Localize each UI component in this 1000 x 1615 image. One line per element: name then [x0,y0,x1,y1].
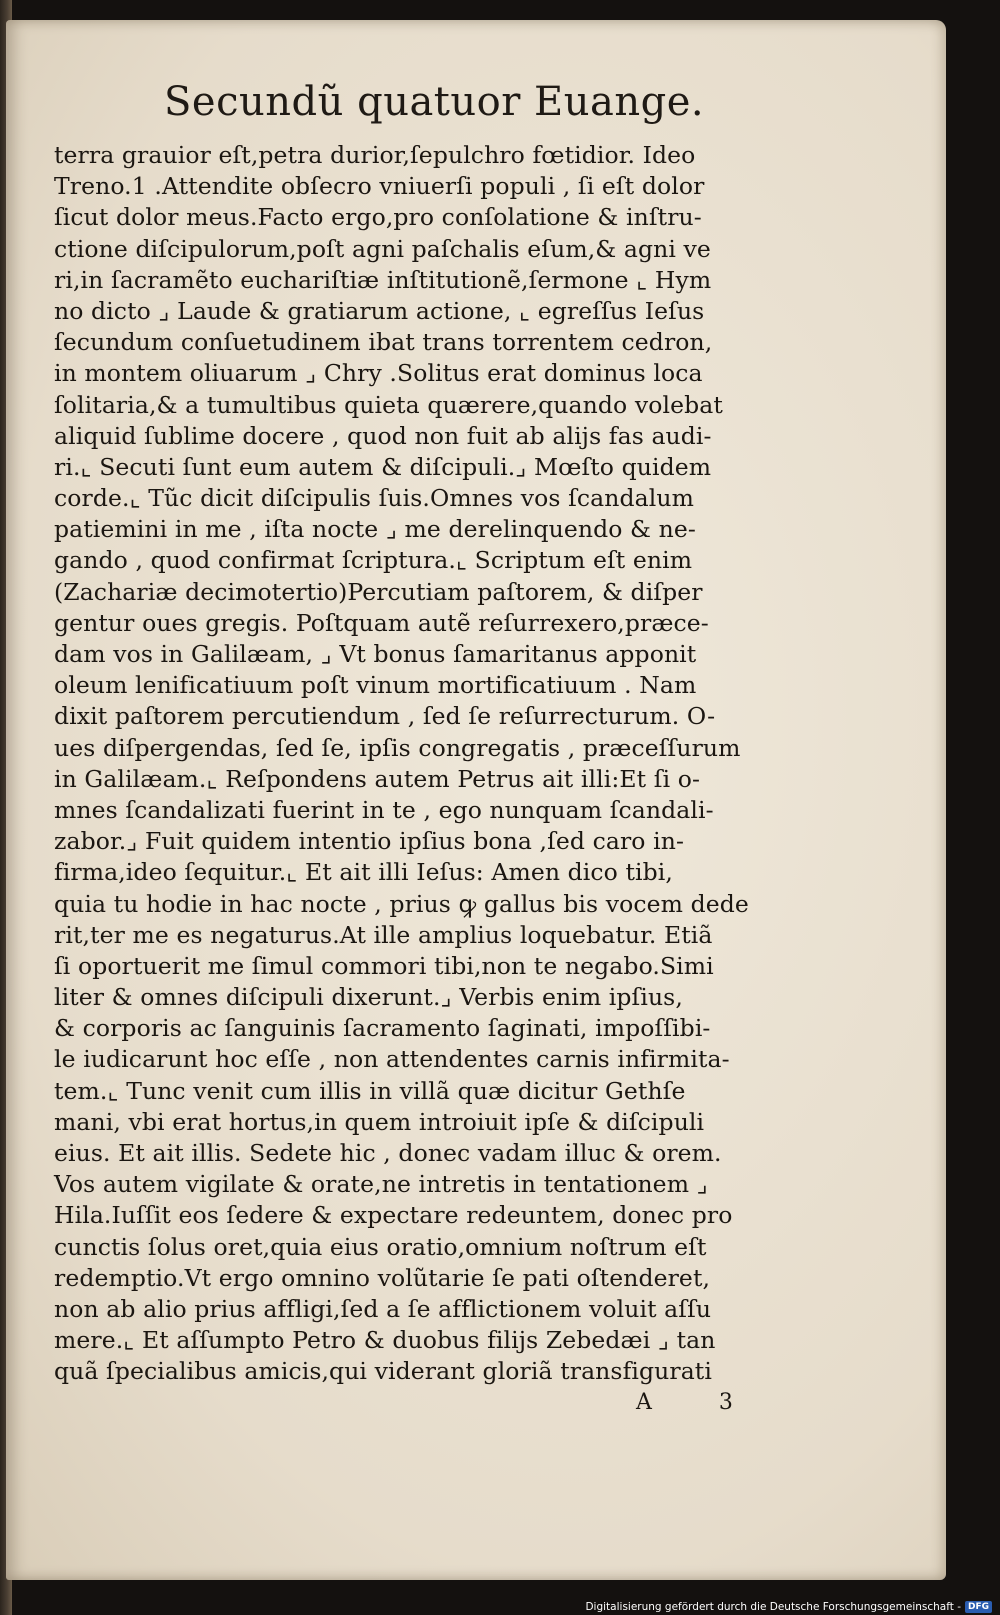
text-line: gando , quod confirmat ſcriptura.⌞ Scriptum eſt enim [54,546,693,575]
text-line: ſolitaria,& a tumultibus quieta quærere,quando volebat [54,390,723,419]
text-line: mnes ſcandalizati fuerint in te , ego nunquam ſcandali- [54,795,714,824]
signature-mark: A 3 [636,1390,763,1415]
text-line: no dicto ⌟ Laude & gratiarum actione, ⌞ egreſſus Ieſus [54,296,705,325]
text-line: ri.⌞ Secuti ſunt eum autem & diſcipuli.⌟ Mœſto quidem [54,452,712,481]
text-line: ctione diſcipulorum,poſt agni paſchalis eſum,& agni ve [54,234,711,263]
text-line: ſicut dolor meus.Facto ergo,pro conſolatione & inſtru- [54,203,702,232]
text-line: non ab alio prius affligi,ſed a ſe afflictionem voluit aſſu [54,1294,712,1323]
text-line: & corporis ac ſanguinis ſacramento ſaginati, impoſſibi- [54,1014,711,1043]
text-line: dam vos in Galilæam, ⌟ Vt bonus ſamaritanus apponit [54,640,697,668]
text-line: quã ſpecialibus amicis,qui viderant gloriã transfigurati [54,1357,712,1386]
text-line: firma,ideo ſequitur.⌞ Et ait illi Ieſus: Amen dico tibi, [54,858,673,887]
text-line: cunctis ſolus oret,quia eius oratio,omnium noſtrum eſt [54,1232,707,1261]
text-line: le iudicarunt hoc eſſe , non attendentes carnis infirmita- [54,1045,730,1074]
text-line: ſecundum conſuetudinem ibat trans torrentem cedron, [54,328,713,357]
text-line: oleum lenificatiuum poſt vinum mortificatiuum . Nam [54,671,697,700]
dfg-logo-badge: DFG [965,1601,992,1613]
page-content [54,78,804,1388]
text-line: dixit paſtorem percutiendum , ſed ſe reſurrecturum. O- [54,702,716,731]
text-line: liter & omnes diſcipuli dixerunt.⌟ Verbis enim ipſius, [54,983,683,1012]
running-head: Secundũ quatuor Euange. [164,79,705,125]
credit-text: Digitalisierung gefördert durch die Deutsche Forschungsgemeinschaft - [585,1601,961,1613]
text-line: aliquid ſublime docere , quod non fuit ab alijs fas audi- [54,421,712,450]
text-line: quia tu hodie in hac nocte , prius ꝙ gallus bis vocem dede [54,889,749,918]
digitization-credit [585,1601,992,1613]
text-line: ues diſpergendas, ſed ſe, ipſis congregatis , præceſſurum [54,733,741,762]
text-line: patiemini in me , iſta nocte ⌟ me derelinquendo & ne- [54,515,696,544]
text-line: rit,ter me es negaturus.At ille amplius loquebatur. Etiã [54,920,713,949]
text-line: ri,in ſacramẽto euchariſtiæ inſtitutionẽ,ſermone ⌞ Hym [54,265,712,294]
text-line: (Zachariæ decimotertio)Percutiam paſtorem, & diſper [54,577,703,606]
text-line: corde.⌞ Tũc dicit diſcipulis ſuis.Omnes vos ſcandalum [54,484,694,513]
text-line: in montem oliuarum ⌟ Chry .Solitus erat dominus loca [54,359,703,388]
book-page [6,20,946,1580]
body-text-block [54,140,804,1388]
text-line: Treno.1 .Attendite obſecro vniuerſi populi , ſi eſt dolor [54,172,705,201]
text-line: zabor.⌟ Fuit quidem intentio ipſius bona ,ſed caro in- [54,827,685,856]
text-line: tem.⌞ Tunc venit cum illis in villã quæ dicitur Gethſe [54,1076,686,1105]
text-line: terra grauior eſt,petra durior,ſepulchro fœtidior. Ideo [54,141,696,169]
text-line: in Galilæam.⌞ Reſpondens autem Petrus ait illi:Et ſi o- [54,764,701,793]
text-line: mani, vbi erat hortus,in quem introiuit ipſe & diſcipuli [54,1107,705,1136]
text-line: redemptio.Vt ergo omnino volũtarie ſe pati oſtenderet, [54,1263,711,1292]
text-line: mere.⌞ Et aſſumpto Petro & duobus filijs Zebedæi ⌟ tan [54,1326,716,1355]
text-line: gentur oues gregis. Poſtquam autẽ reſurrexero,præce- [54,608,709,637]
text-line: eius. Et ait illis. Sedete hic , donec vadam illuc & orem. [54,1139,722,1167]
text-line: Vos autem vigilate & orate,ne intretis in tentationem ⌟ [54,1170,708,1199]
text-line: ſi oportuerit me ſimul commori tibi,non te negabo.Simi [54,951,714,980]
text-line: Hila.Iuſſit eos ſedere & expectare redeuntem, donec pro [54,1201,733,1230]
